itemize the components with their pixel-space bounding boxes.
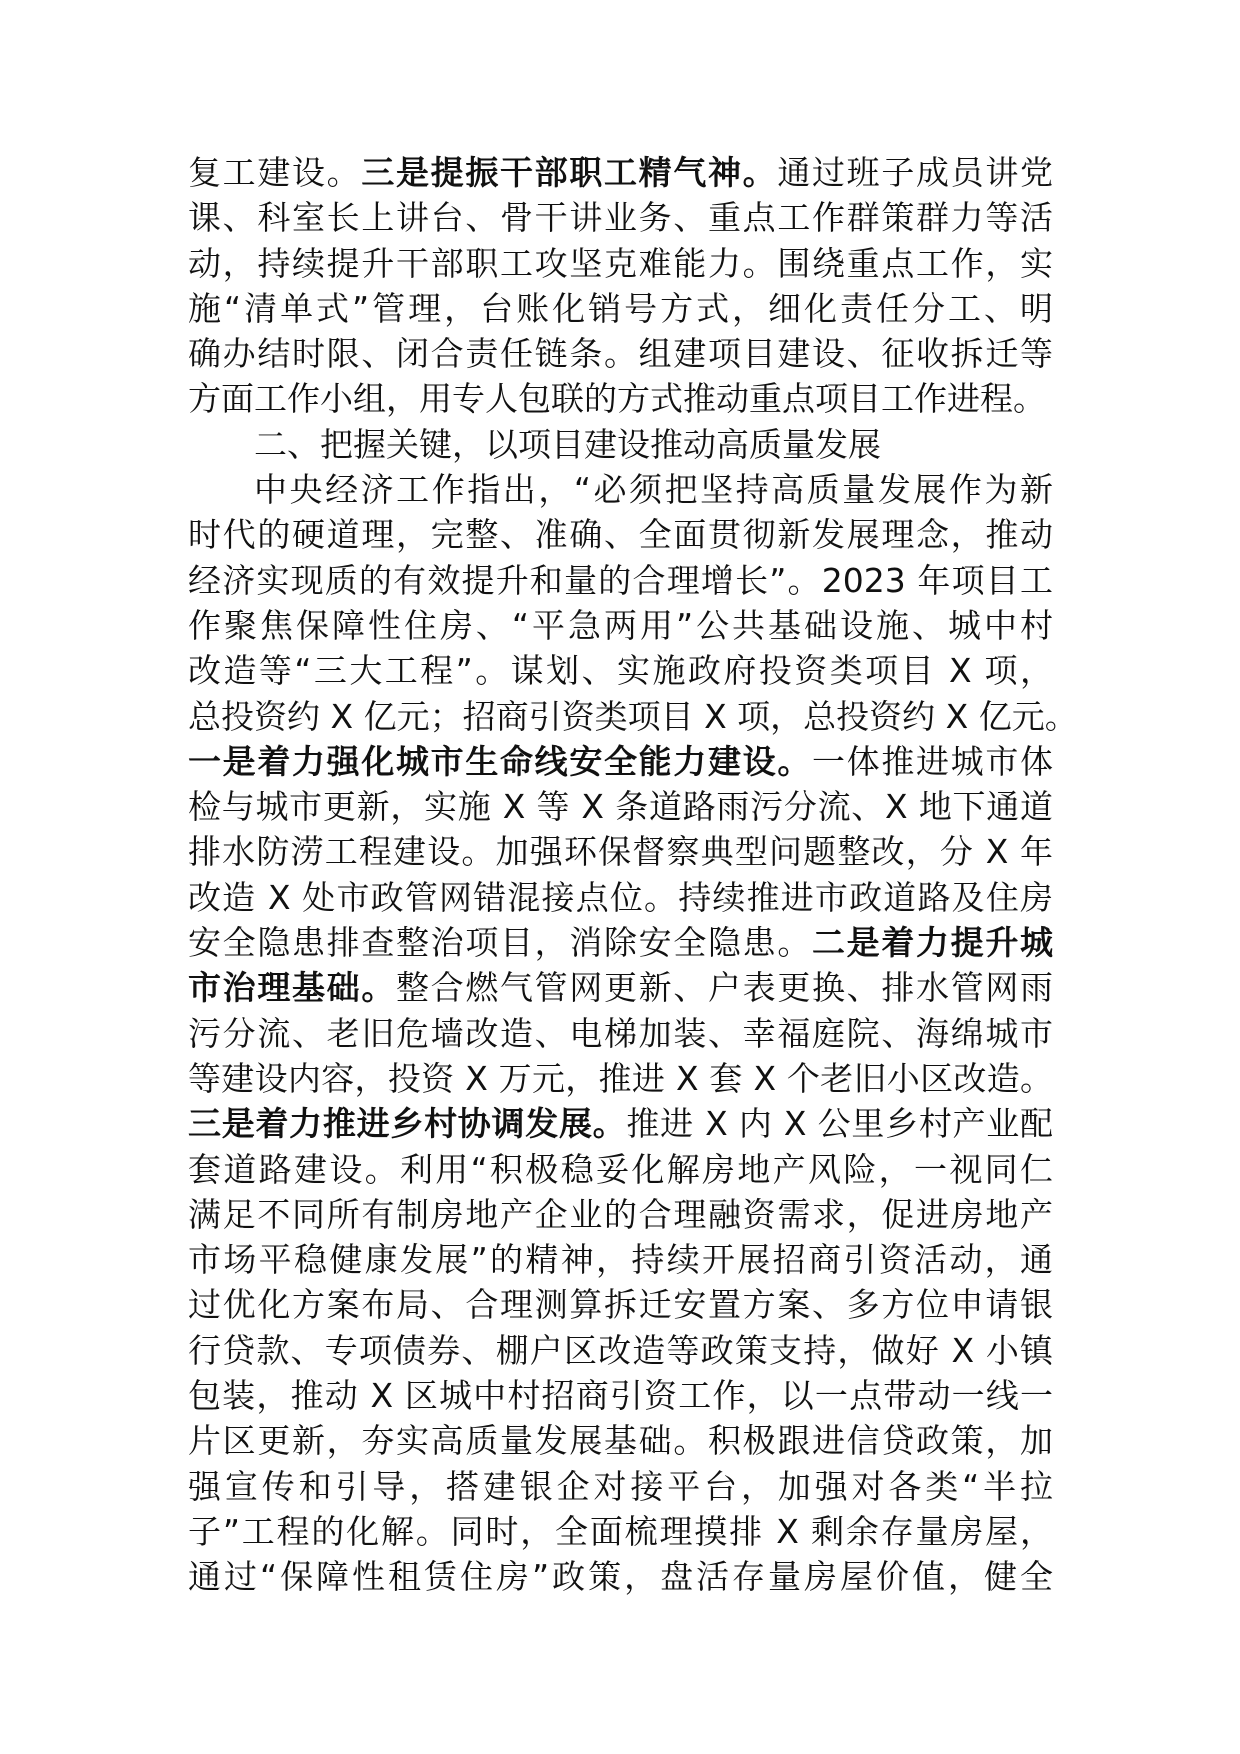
bold-heading-text: 市治理基础。 bbox=[188, 968, 396, 1008]
line-text: 改造 X 处市政管网错混接点位。持续推进市政道路及住房 bbox=[188, 877, 1053, 917]
text-line bbox=[188, 286, 1053, 331]
text-line bbox=[188, 1192, 1053, 1237]
text-line bbox=[188, 1464, 1053, 1509]
text-line bbox=[188, 1509, 1053, 1554]
text-line bbox=[188, 603, 1053, 648]
line-text: 中央经济工作指出，“必须把坚持高质量发展作为新 bbox=[254, 470, 1053, 510]
text-line bbox=[188, 241, 1053, 286]
text-line bbox=[188, 1554, 1053, 1599]
line-text: 强宣传和引导，搭建银企对接平台，加强对各类“半拉 bbox=[188, 1466, 1053, 1506]
line-text: 污分流、老旧危墙改造、电梯加装、幸福庭院、海绵城市 bbox=[188, 1013, 1053, 1053]
line-text: 时代的硬道理，完整、准确、全面贯彻新发展理念，推动 bbox=[188, 515, 1053, 555]
line-text: 子”工程的化解。同时，全面梳理摸排 X 剩余存量房屋， bbox=[188, 1511, 1053, 1551]
text-line bbox=[188, 467, 1053, 512]
line-text: 施“清单式”管理，台账化销号方式，细化责任分工、明 bbox=[188, 288, 1053, 328]
text-line bbox=[188, 376, 1053, 421]
text-line bbox=[188, 920, 1053, 965]
text-line bbox=[188, 150, 1053, 195]
text-line bbox=[188, 1056, 1053, 1101]
text-line bbox=[188, 829, 1053, 874]
line-text: 整合燃气管网更新、户表更换、排水管网雨 bbox=[396, 968, 1054, 1008]
line-text: 包装，推动 X 区城中村招商引资工作，以一点带动一线一 bbox=[188, 1376, 1053, 1416]
text-line bbox=[188, 739, 1053, 784]
line-text: 市场平稳健康发展”的精神，持续开展招商引资活动，通 bbox=[188, 1240, 1053, 1280]
text-line bbox=[188, 875, 1053, 920]
text-line bbox=[188, 1101, 1053, 1146]
line-text: 安全隐患排查整治项目，消除安全隐患。 bbox=[188, 923, 812, 963]
line-text: 方面工作小组，用专人包联的方式推动重点项目工作进程。 bbox=[188, 379, 1046, 419]
text-line bbox=[188, 694, 1078, 739]
text-line bbox=[188, 1282, 1053, 1327]
line-text: 一体推进城市体 bbox=[812, 741, 1054, 781]
text-line bbox=[188, 784, 1053, 829]
line-text: 通过“保障性租赁住房”政策，盘活存量房屋价值，健全 bbox=[188, 1557, 1053, 1597]
text-line bbox=[188, 965, 1053, 1010]
line-text: 动，持续提升干部职工攻坚克难能力。围绕重点工作，实 bbox=[188, 243, 1053, 283]
line-text: 总投资约 X 亿元；招商引资类项目 X 项，总投资约 X 亿元。 bbox=[188, 696, 1078, 736]
body-text bbox=[188, 150, 1078, 1600]
bold-heading-text: 一是着力强化城市生命线安全能力建设。 bbox=[188, 741, 812, 781]
text-line bbox=[188, 1328, 1053, 1373]
line-text: 过优化方案布局、合理测算拆迁安置方案、多方位申请银 bbox=[188, 1285, 1053, 1325]
text-line bbox=[188, 512, 1053, 557]
text-line bbox=[188, 1373, 1053, 1418]
text-line bbox=[188, 1418, 1053, 1463]
section-heading bbox=[188, 422, 1053, 467]
text-line bbox=[188, 1237, 1053, 1282]
bold-heading-text: 三是提振干部职工精气神。 bbox=[361, 153, 778, 192]
line-text: 复工建设。 bbox=[188, 153, 362, 192]
section-heading-text: 二、把握关键，以项目建设推动高质量发展 bbox=[254, 424, 881, 464]
text-line bbox=[188, 331, 1053, 376]
line-text: 课、科室长上讲台、骨干讲业务、重点工作群策群力等活 bbox=[188, 198, 1053, 238]
text-line bbox=[188, 1147, 1053, 1192]
line-text: 经济实现质的有效提升和量的合理增长”。2023 年项目工 bbox=[188, 560, 1053, 600]
line-text: 作聚焦保障性住房、“平急两用”公共基础设施、城中村 bbox=[188, 605, 1053, 645]
line-text: 满足不同所有制房地产企业的合理融资需求，促进房地产 bbox=[188, 1194, 1053, 1234]
line-text: 确办结时限、闭合责任链条。组建项目建设、征收拆迁等 bbox=[188, 334, 1053, 374]
bold-heading-text: 二是着力提升城 bbox=[812, 923, 1054, 963]
bold-heading-text: 三是着力推进乡村协调发展。 bbox=[188, 1104, 627, 1144]
line-text: 行贷款、专项债券、棚户区改造等政策支持，做好 X 小镇 bbox=[188, 1330, 1053, 1370]
line-text: 推进 X 内 X 公里乡村产业配 bbox=[626, 1104, 1053, 1144]
text-line bbox=[188, 558, 1053, 603]
text-line bbox=[188, 1011, 1053, 1056]
line-text: 套道路建设。利用“积极稳妥化解房地产风险，一视同仁 bbox=[188, 1149, 1053, 1189]
line-text: 通过班子成员讲党 bbox=[777, 153, 1054, 192]
line-text: 排水防涝工程建设。加强环保督察典型问题整改，分 X 年 bbox=[188, 832, 1053, 872]
line-text: 改造等“三大工程”。谋划、实施政府投资类项目 X 项， bbox=[188, 651, 1053, 691]
line-text: 片区更新，夯实高质量发展基础。积极跟进信贷政策，加 bbox=[188, 1421, 1053, 1461]
line-text: 等建设内容，投资 X 万元，推进 X 套 X 个老旧小区改造。 bbox=[188, 1058, 1053, 1098]
text-line bbox=[188, 195, 1053, 240]
line-text: 检与城市更新，实施 X 等 X 条道路雨污分流、X 地下通道 bbox=[188, 787, 1053, 827]
text-line bbox=[188, 648, 1053, 693]
